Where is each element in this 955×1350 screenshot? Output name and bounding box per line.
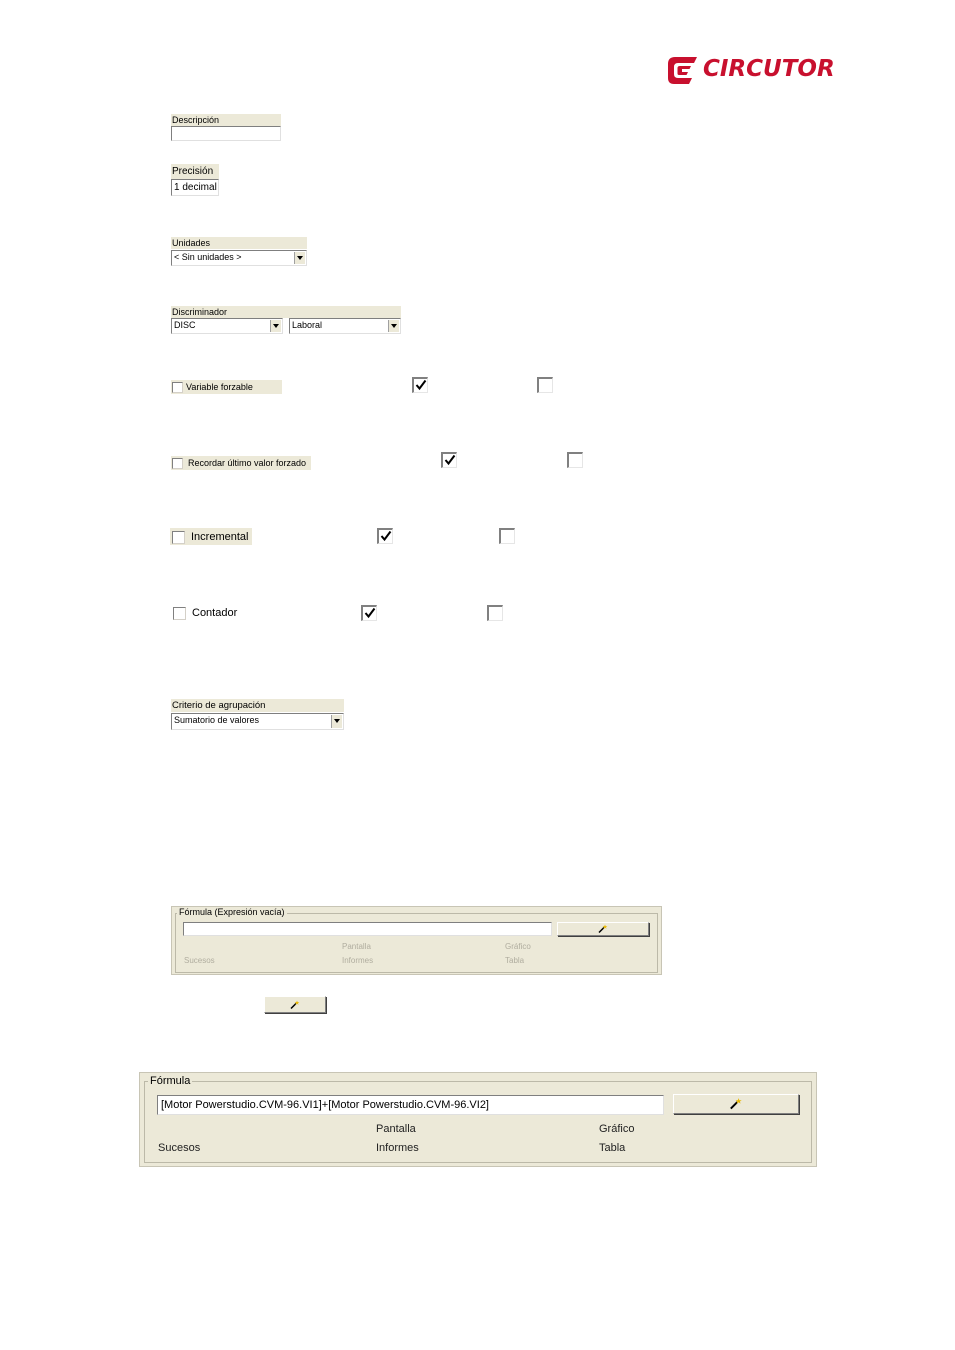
incremental-label: Incremental xyxy=(191,531,249,543)
unidades-select[interactable] xyxy=(171,250,307,266)
formula-small-grafico: Gráfico xyxy=(505,942,531,951)
precision-label: Precisión xyxy=(171,164,219,179)
formula-small-legend: Fórmula (Expresión vacía) xyxy=(179,907,285,917)
formula-large-informes: Informes xyxy=(376,1142,419,1154)
discriminador-select-2[interactable] xyxy=(289,318,401,334)
contador-checkbox[interactable] xyxy=(173,607,186,620)
check-icon xyxy=(444,454,456,466)
formula-small-tabla: Tabla xyxy=(505,956,525,965)
check-icon xyxy=(415,379,427,391)
recordar-valor-label: Recordar último valor forzado xyxy=(188,458,307,468)
checked-example-checkbox-1 xyxy=(412,377,428,393)
unchecked-example-checkbox-3 xyxy=(499,528,515,544)
variable-forzable-control[interactable] xyxy=(171,380,282,394)
magic-wand-icon xyxy=(730,1098,743,1110)
precision-input[interactable]: 1 decimal xyxy=(171,179,219,196)
chevron-down-icon[interactable] xyxy=(388,320,399,332)
formula-large-tabla: Tabla xyxy=(599,1142,626,1154)
discriminador-select-1-value: DISC xyxy=(174,320,196,330)
descripcion-input[interactable] xyxy=(171,126,281,141)
chevron-down-icon[interactable] xyxy=(331,715,342,728)
contador-label: Contador xyxy=(192,607,238,619)
unchecked-example-checkbox-2 xyxy=(567,452,583,468)
recordar-valor-checkbox[interactable] xyxy=(172,458,183,469)
formula-small-edit-button[interactable] xyxy=(557,922,649,936)
descripcion-label: Descripción xyxy=(171,114,281,126)
incremental-checkbox[interactable] xyxy=(172,531,185,544)
criterio-select-value: Sumatorio de valores xyxy=(174,715,260,725)
formula-small-sucesos: Sucesos xyxy=(184,956,215,965)
checked-example-checkbox-4 xyxy=(361,605,377,621)
circutor-logo-icon xyxy=(667,54,701,87)
unchecked-example-checkbox-1 xyxy=(537,377,553,393)
contador-control[interactable] xyxy=(170,605,240,622)
chevron-down-icon[interactable] xyxy=(270,320,281,332)
variable-forzable-checkbox[interactable] xyxy=(172,382,183,393)
formula-large-legend: Fórmula xyxy=(150,1075,191,1087)
unidades-select-value: < Sin unidades > xyxy=(174,252,242,262)
chevron-down-icon[interactable] xyxy=(294,252,305,264)
formula-large-edit-button[interactable] xyxy=(673,1094,799,1114)
discriminador-select-1[interactable] xyxy=(171,318,283,334)
unchecked-example-checkbox-4 xyxy=(487,605,503,621)
formula-large-input[interactable]: [Motor Powerstudio.CVM-96.VI1]+[Motor Powerstudio.CVM-96.VI2] xyxy=(157,1095,664,1115)
incremental-control[interactable] xyxy=(170,528,252,545)
formula-small-pantalla: Pantalla xyxy=(342,942,371,951)
magic-wand-icon xyxy=(598,925,608,934)
formula-large-sucesos: Sucesos xyxy=(158,1142,201,1154)
criterio-select[interactable] xyxy=(171,713,344,730)
formula-large-grafico: Gráfico xyxy=(599,1123,635,1135)
discriminador-label: Discriminador xyxy=(171,306,401,318)
checked-example-checkbox-2 xyxy=(441,452,457,468)
discriminador-select-2-value: Laboral xyxy=(292,320,323,330)
formula-small-input[interactable] xyxy=(183,922,552,936)
variable-forzable-label: Variable forzable xyxy=(186,382,253,392)
edit-formula-button[interactable] xyxy=(264,996,326,1013)
formula-small-informes: Informes xyxy=(342,956,374,965)
brand-name: CIRCUTOR xyxy=(703,56,835,82)
check-icon xyxy=(364,607,376,619)
formula-large-pantalla: Pantalla xyxy=(376,1123,416,1135)
check-icon xyxy=(380,530,392,542)
unidades-label: Unidades xyxy=(171,237,307,249)
criterio-label: Criterio de agrupación xyxy=(171,699,344,712)
formula-small-panel xyxy=(171,906,662,975)
circutor-logo xyxy=(667,54,839,88)
checked-example-checkbox-3 xyxy=(377,528,393,544)
formula-large-panel xyxy=(139,1072,817,1167)
magic-wand-icon xyxy=(290,1000,300,1009)
recordar-valor-control[interactable] xyxy=(171,456,311,470)
